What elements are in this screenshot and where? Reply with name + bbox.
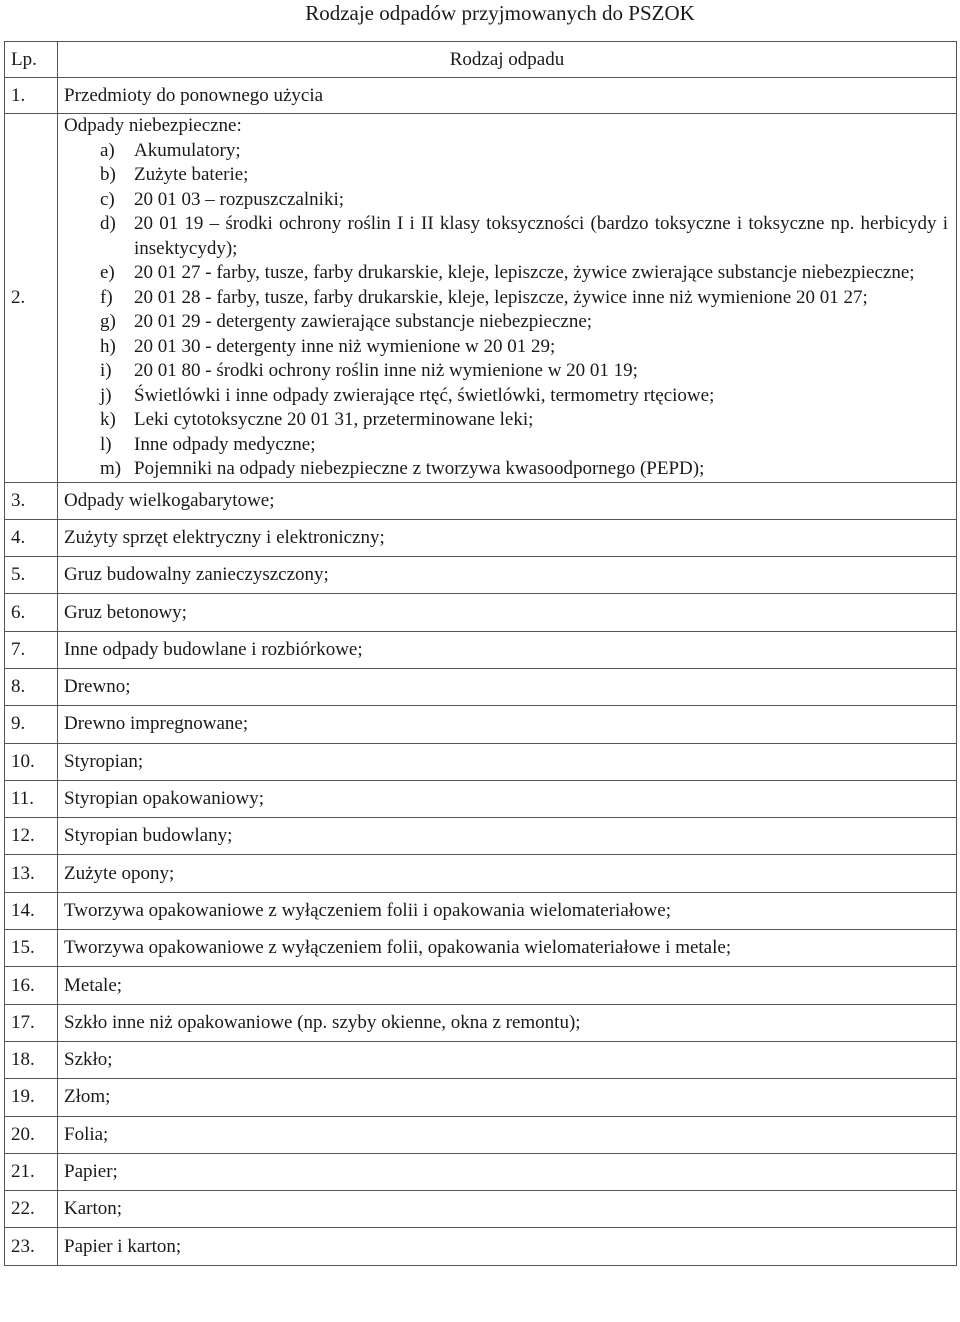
row-waste-type: Styropian opakowaniowy; xyxy=(58,780,957,817)
table-row xyxy=(5,780,957,817)
row-waste-type: Papier i karton; xyxy=(58,1228,957,1265)
row-number: 19. xyxy=(5,1079,58,1116)
hazardous-waste-item xyxy=(64,359,950,384)
hazardous-waste-item xyxy=(64,261,950,286)
row-waste-type: Drewno; xyxy=(58,668,957,705)
table-row xyxy=(5,1004,957,1041)
table-row xyxy=(5,1116,957,1153)
hazardous-waste-item xyxy=(64,433,950,458)
table-row xyxy=(5,482,957,519)
item-letter: e) xyxy=(100,262,115,283)
item-letter: j) xyxy=(100,384,112,406)
row-number: 2. xyxy=(5,114,58,483)
row-waste-type: Odpady wielkogabarytowe; xyxy=(58,482,957,519)
table-row xyxy=(5,519,957,556)
hazardous-waste-item xyxy=(64,163,950,188)
table-row xyxy=(5,668,957,705)
item-text: 20 01 80 - środki ochrony roślin inne niż wymienione w 20 01 19; xyxy=(134,360,638,381)
row-waste-type-cell xyxy=(58,114,957,483)
row-waste-type: Szkło inne niż opakowaniowe (np. szyby okienne, okna z remontu); xyxy=(58,1004,957,1041)
row-waste-type: Styropian; xyxy=(58,743,957,780)
item-text: 20 01 27 - farby, tusze, farby drukarskie, kleje, lepiszcze, żywice zwierające substancje niebezpieczne; xyxy=(134,262,915,283)
hazardous-waste-item xyxy=(64,310,950,335)
waste-types-table xyxy=(4,41,957,1266)
row-waste-type: Styropian budowlany; xyxy=(58,818,957,855)
row-waste-type: Drewno impregnowane; xyxy=(58,706,957,743)
hazardous-waste-list xyxy=(64,139,950,482)
item-text: 20 01 19 – środki ochrony roślin I i II klasy toksyczności (bardzo toksyczne i toksyczne np. herbicydy i insektycydy); xyxy=(134,213,948,259)
row-waste-type: Gruz budowalny zanieczyszczony; xyxy=(58,557,957,594)
item-letter: d) xyxy=(100,213,116,234)
item-text: Leki cytotoksyczne 20 01 31, przeterminowane leki; xyxy=(134,409,534,430)
item-letter: l) xyxy=(100,433,112,455)
row-number: 17. xyxy=(5,1004,58,1041)
row-number: 9. xyxy=(5,706,58,743)
row-number: 13. xyxy=(5,855,58,892)
table-header-row xyxy=(5,42,957,78)
row-waste-type: Odpady niebezpieczne: xyxy=(64,115,242,136)
row-waste-type: Metale; xyxy=(58,967,957,1004)
hazardous-waste-item xyxy=(64,384,950,409)
item-text: 20 01 30 - detergenty inne niż wymienione w 20 01 29; xyxy=(134,335,556,357)
item-letter: m) xyxy=(100,458,122,479)
table-row xyxy=(5,930,957,967)
row-waste-type: Karton; xyxy=(58,1191,957,1228)
row-number: 22. xyxy=(5,1191,58,1228)
item-text: Zużyte baterie; xyxy=(134,164,249,185)
row-number: 23. xyxy=(5,1228,58,1265)
column-header-waste-type: Rodzaj odpadu xyxy=(58,42,957,78)
row-number: 1. xyxy=(5,78,58,114)
table-row xyxy=(5,743,957,780)
table-row xyxy=(5,557,957,594)
table-row xyxy=(5,631,957,668)
hazardous-waste-item xyxy=(64,212,950,261)
table-row xyxy=(5,114,957,483)
row-waste-type: Złom; xyxy=(58,1079,957,1116)
row-number: 4. xyxy=(5,519,58,556)
row-waste-type: Zużyty sprzęt elektryczny i elektroniczny; xyxy=(58,519,957,556)
item-text: Akumulatory; xyxy=(134,139,241,161)
row-number: 3. xyxy=(5,482,58,519)
item-letter: i) xyxy=(100,360,112,381)
item-text: Pojemniki na odpady niebezpieczne z tworzywa kwasoodpornego (PEPD); xyxy=(134,458,705,479)
table-row xyxy=(5,706,957,743)
row-number: 20. xyxy=(5,1116,58,1153)
hazardous-waste-item xyxy=(64,408,950,433)
item-letter: c) xyxy=(100,188,115,210)
row-number: 21. xyxy=(5,1153,58,1190)
table-row xyxy=(5,1191,957,1228)
row-waste-type: Przedmioty do ponownego użycia xyxy=(58,78,957,114)
item-letter: k) xyxy=(100,409,116,430)
table-row xyxy=(5,855,957,892)
row-number: 11. xyxy=(5,780,58,817)
table-row xyxy=(5,967,957,1004)
item-text: Świetlówki i inne odpady zwierające rtęć, świetlówki, termometry rtęciowe; xyxy=(134,384,715,406)
row-waste-type: Zużyte opony; xyxy=(58,855,957,892)
row-waste-type: Szkło; xyxy=(58,1041,957,1078)
hazardous-waste-item xyxy=(64,139,950,164)
row-waste-type: Gruz betonowy; xyxy=(58,594,957,631)
item-text: 20 01 29 - detergenty zawierające substancje niebezpieczne; xyxy=(134,311,593,332)
table-row xyxy=(5,594,957,631)
row-waste-type: Tworzywa opakowaniowe z wyłączeniem folii i opakowania wielomateriałowe; xyxy=(58,892,957,929)
column-header-lp: Lp. xyxy=(5,42,58,78)
row-number: 7. xyxy=(5,631,58,668)
item-text: 20 01 03 – rozpuszczalniki; xyxy=(134,188,345,210)
item-letter: g) xyxy=(100,311,116,332)
item-text: Inne odpady medyczne; xyxy=(134,433,316,455)
row-number: 12. xyxy=(5,818,58,855)
table-row xyxy=(5,1041,957,1078)
item-letter: b) xyxy=(100,164,116,185)
row-number: 18. xyxy=(5,1041,58,1078)
hazardous-waste-item xyxy=(64,335,950,360)
table-row xyxy=(5,1153,957,1190)
table-row xyxy=(5,1079,957,1116)
row-waste-type: Papier; xyxy=(58,1153,957,1190)
row-number: 6. xyxy=(5,594,58,631)
page-title: Rodzaje odpadów przyjmowanych do PSZOK xyxy=(305,1,695,25)
table-row xyxy=(5,892,957,929)
table-row xyxy=(5,1228,957,1265)
hazardous-waste-item xyxy=(64,286,950,311)
table-row xyxy=(5,818,957,855)
row-number: 16. xyxy=(5,967,58,1004)
row-number: 15. xyxy=(5,930,58,967)
hazardous-waste-item xyxy=(64,457,950,482)
table-row xyxy=(5,78,957,114)
row-waste-type: Tworzywa opakowaniowe z wyłączeniem folii, opakowania wielomateriałowe i metale; xyxy=(58,930,957,967)
row-waste-type: Inne odpady budowlane i rozbiórkowe; xyxy=(58,631,957,668)
row-number: 10. xyxy=(5,743,58,780)
row-number: 5. xyxy=(5,557,58,594)
row-number: 8. xyxy=(5,668,58,705)
item-letter: a) xyxy=(100,139,115,161)
item-letter: h) xyxy=(100,335,116,357)
row-waste-type: Folia; xyxy=(58,1116,957,1153)
hazardous-waste-item xyxy=(64,188,950,213)
item-letter: f) xyxy=(100,286,113,308)
item-text: 20 01 28 - farby, tusze, farby drukarskie, kleje, lepiszcze, żywice inne niż wymienione 20 01 27; xyxy=(134,286,868,308)
row-number: 14. xyxy=(5,892,58,929)
